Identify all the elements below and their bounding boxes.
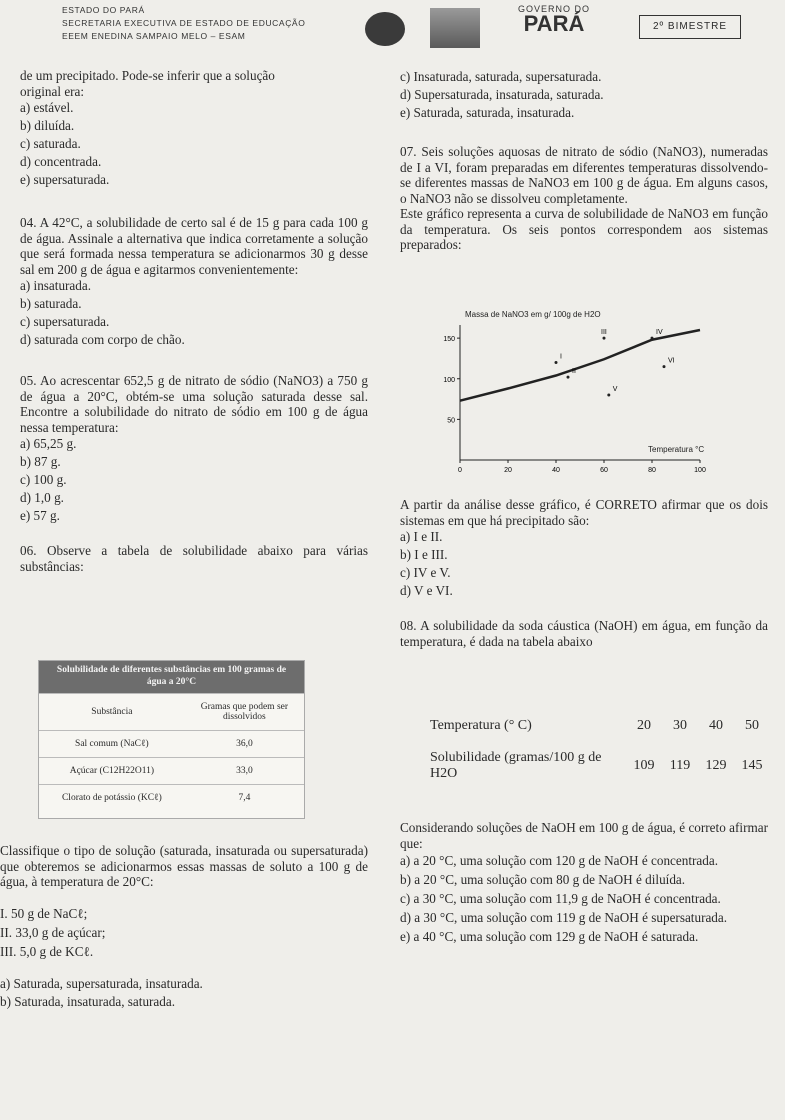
q03-fragment: de um precipitado. Pode-se inferir que a solução [20, 68, 275, 83]
x-tick-label: 20 [504, 467, 512, 474]
q08-options [400, 851, 768, 946]
answer-option: c) 100 g. [20, 472, 67, 487]
answer-option: a) 65,25 g. [20, 436, 77, 451]
table-row [39, 730, 304, 757]
x-tick-label: 0 [458, 467, 462, 474]
left-column-bottom [0, 843, 368, 1011]
building-logo-icon [430, 8, 480, 48]
data-point-label: IV [656, 329, 663, 337]
answer-option: e) Saturada, saturada, insaturada. [400, 105, 575, 120]
q07-options [400, 528, 768, 600]
header-secretaria: SECRETARIA EXECUTIVA DE ESTADO DE EDUCAÇÃO [62, 18, 306, 28]
naoh-table [430, 718, 770, 782]
table-title: Solubilidade de diferentes substâncias em 100 gramas de água a 20°C [39, 661, 304, 693]
answer-option: c) supersaturada. [20, 314, 110, 329]
data-point-label: VI [668, 357, 675, 365]
q03-options-right [400, 68, 768, 122]
answer-option: b) 87 g. [20, 454, 61, 469]
table-cell: 30 [673, 718, 687, 733]
table-cell: 109 [633, 758, 655, 773]
table-cell: 119 [669, 758, 691, 773]
table-row [39, 784, 304, 811]
answer-option: a) insaturada. [20, 278, 92, 293]
data-point-label: V [612, 386, 618, 393]
q04-options [20, 277, 368, 349]
solubility-table [38, 660, 305, 819]
y-tick-label: 100 [443, 376, 455, 384]
q05-options [20, 435, 368, 525]
governo-logo [518, 4, 590, 34]
table-cell: Clorato de potássio (KCℓ) [61, 793, 162, 803]
page-header [0, 0, 785, 58]
q06-text: 06. Observe a tabela de solubilidade abaixo para várias substâncias: [20, 543, 368, 574]
list-item: II. 33,0 g de açúcar; [0, 924, 106, 940]
q03-fragment2: original era: [20, 83, 85, 99]
chart-title: Massa de NaNO3 em g/ 100g de H2O [465, 310, 601, 319]
gov-line2: PARÁ [523, 11, 585, 36]
data-point [663, 365, 666, 368]
q08-text: 08. A solubilidade da soda cáustica (NaOH) em água, em função da temperatura, é dada na tabela abaixo [400, 618, 768, 649]
q03-options [20, 99, 368, 189]
answer-option: b) a 20 °C, uma solução com 80 g de NaOH é diluída. [400, 872, 686, 887]
answer-option: e) 57 g. [20, 508, 60, 523]
answer-option: b) Saturada, insaturada, saturada. [0, 993, 176, 1009]
q07-text: 07. Seis soluções aquosas de nitrato de sódio (NaNO3), numeradas de I a VI, foram preparadas em diferentes temperaturas dissolvendo-se diferentes massas de NaNO3 em 100 g de água. Em alguns casos, o NaNO3 não se dissolveu completamente. [400, 144, 768, 206]
table-row [39, 757, 304, 784]
y-tick-label: 50 [447, 417, 455, 425]
naoh-sol-label: Solubilidade (gramas/100 g de H2O [430, 750, 602, 781]
answer-option: d) saturada com corpo de chão. [20, 332, 185, 347]
table-cell: 20 [637, 718, 651, 733]
answer-option: b) I e III. [400, 547, 448, 562]
right-column-mid [400, 497, 768, 649]
answer-option: d) a 30 °C, uma solução com 119 g de NaOH é supersaturada. [400, 910, 728, 925]
y-tick-label: 150 [443, 336, 455, 344]
header-school: EEEM ENEDINA SAMPAIO MELO – ESAM [62, 31, 246, 41]
answer-option: d) Supersaturada, insaturada, saturada. [400, 87, 604, 102]
answer-option: a) I e II. [400, 529, 443, 544]
answer-option: a) estável. [20, 100, 74, 115]
q07-question: A partir da análise desse gráfico, é CORRETO afirmar que os dois sistemas em que há precipitado são: [400, 497, 768, 528]
list-item: I. 50 g de NaCℓ; [0, 905, 88, 921]
table-cell: 36,0 [236, 739, 253, 749]
table-cell: 129 [705, 758, 727, 773]
x-tick-label: 60 [600, 467, 608, 474]
x-tick-label: 100 [694, 467, 706, 474]
naoh-sol-row [430, 750, 770, 782]
table-cell: 145 [741, 758, 763, 773]
table-col-header: Substância [91, 707, 133, 717]
answer-option: d) 1,0 g. [20, 490, 64, 505]
data-point [555, 361, 558, 364]
table-cell: 50 [745, 718, 759, 733]
q06-classify: Classifique o tipo de solução (saturada, insaturada ou supersaturada) que obteremos se adicionarmos essas massas de soluto a 100 g de água, à temperatura de 20°C: [0, 843, 368, 889]
answer-option: e) supersaturada. [20, 172, 110, 187]
table-cell: 33,0 [236, 766, 253, 776]
table-col-header: Gramas que podem ser dissolvidos [200, 702, 289, 722]
data-point [567, 376, 570, 379]
q07-graph-intro: Este gráfico representa a curva de solubilidade de NaNO3 em função da temperatura. Os seis pontos correspondem aos sistemas preparados: [400, 206, 768, 252]
answer-option: b) saturada. [20, 296, 82, 311]
answer-option: c) a 30 °C, uma solução com 11,9 g de NaOH é concentrada. [400, 891, 721, 906]
right-column-bottom [400, 820, 768, 946]
table-cell: Sal comum (NaCℓ) [75, 739, 149, 749]
answer-option: c) Insaturada, saturada, supersaturada. [400, 69, 602, 84]
answer-option: c) saturada. [20, 136, 81, 151]
x-axis-label: Temperatura °C [648, 445, 705, 454]
answer-option: b) diluída. [20, 118, 75, 133]
q06-options [0, 975, 368, 1011]
answer-option: d) concentrada. [20, 154, 102, 169]
solubility-chart [430, 305, 730, 490]
q08-question: Considerando soluções de NaOH em 100 g de água, é correto afirmar que: [400, 820, 768, 851]
data-point-label: III [601, 329, 607, 337]
q06-items [0, 904, 368, 961]
data-point [607, 394, 610, 397]
answer-option: d) V e VI. [400, 583, 453, 598]
data-point [651, 337, 654, 340]
data-point-label: I [560, 353, 562, 361]
right-column [400, 68, 768, 253]
bimestre-badge: 2º BIMESTRE [639, 15, 741, 39]
left-column [20, 68, 368, 574]
school-seal-icon [365, 12, 405, 46]
table-header-row [39, 693, 304, 730]
header-state: ESTADO DO PARÁ [62, 5, 145, 15]
table-cell: 40 [709, 718, 723, 733]
list-item: III. 5,0 g de KCℓ. [0, 943, 94, 959]
q05-text: 05. Ao acrescentar 652,5 g de nitrato de sódio (NaNO3) a 750 g de água a 20°C, obtém-se uma solução saturada desse sal. Encontre a solubilidade do nitrato de sódio em 100 g de água nessa temperatura: [20, 373, 368, 435]
naoh-temp-row [430, 718, 770, 734]
answer-option: c) IV e V. [400, 565, 451, 580]
q04-text: 04. A 42°C, a solubilidade de certo sal é de 15 g para cada 100 g de água. Assinale a alternativa que indica corretamente a solução que será formada nessa temperatura se adicionarmos 30 g desse sal em 200 g de água e agitarmos convenientemente: [20, 215, 368, 277]
naoh-temp-label: Temperatura (° C) [430, 718, 532, 733]
answer-option: a) Saturada, supersaturada, insaturada. [0, 975, 203, 991]
answer-option: a) a 20 °C, uma solução com 120 g de NaOH é concentrada. [400, 853, 719, 868]
table-cell: Açúcar (C12H22O11) [69, 766, 155, 776]
table-cell: 7,4 [238, 793, 251, 803]
gov-line1: GOVERNO DO [518, 4, 591, 14]
data-point [603, 337, 606, 340]
data-point-label: II [572, 368, 576, 376]
answer-option: e) a 40 °C, uma solução com 129 g de NaOH é saturada. [400, 929, 699, 944]
x-tick-label: 80 [648, 467, 656, 474]
x-tick-label: 40 [552, 467, 560, 474]
